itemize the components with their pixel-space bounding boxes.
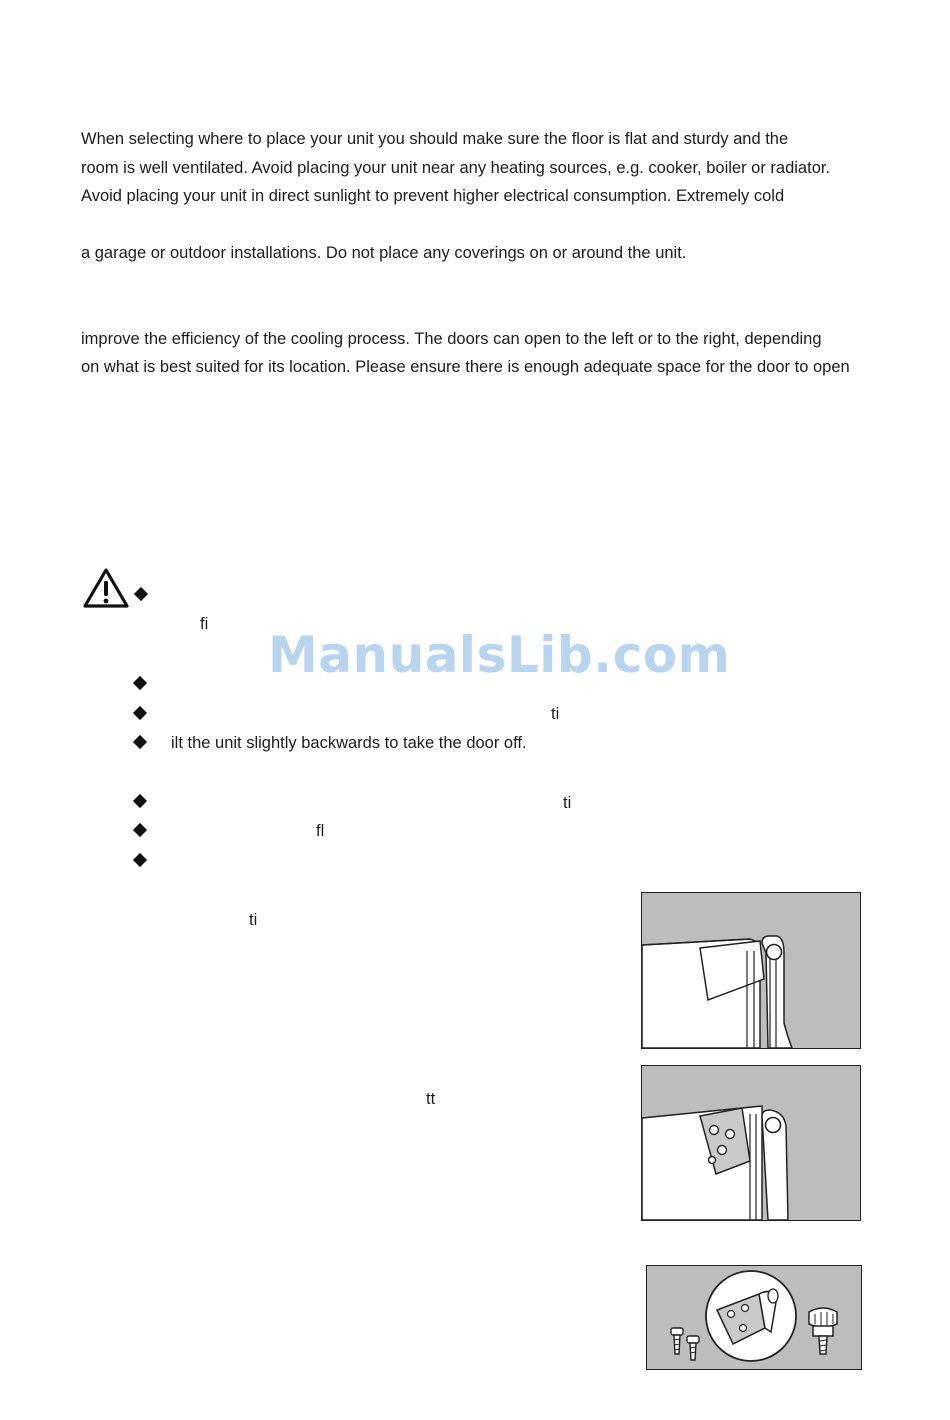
step-fragment-fl: fl <box>316 822 325 840</box>
hinge-plate-figure <box>641 1065 861 1221</box>
hinge-icon <box>642 893 860 1048</box>
watermark: ManualsLib.com <box>268 626 731 684</box>
paragraph2-line-2: on what is best suited for its location. Please ensure there is enough adequate space for the door to open <box>81 358 850 376</box>
warning-fragment: fi <box>200 615 209 633</box>
warning-triangle-icon <box>82 567 130 609</box>
screws-and-hinge-icon <box>647 1266 861 1369</box>
step-fragment-tt: tt <box>426 1090 436 1108</box>
paragraph1-line-2: room is well ventilated. Avoid placing your unit near any heating sources, e.g. cooker, boiler or radiator. <box>81 159 831 177</box>
hinge-top-figure <box>641 892 861 1049</box>
step-fragment-ti: ti <box>249 911 258 929</box>
bullet-icon <box>133 735 147 749</box>
bullet-icon <box>133 794 147 808</box>
paragraph1-line-4: a garage or outdoor installations. Do not place any coverings on or around the unit. <box>81 244 687 262</box>
step-fragment-ti: ti <box>563 794 572 812</box>
tilt-step-text: ilt the unit slightly backwards to take the door off. <box>171 734 527 752</box>
parts-figure <box>646 1265 862 1370</box>
paragraph1-line-3: Avoid placing your unit in direct sunlight to prevent higher electrical consumption. Extremely cold <box>81 187 785 205</box>
bullet-icon <box>133 676 147 690</box>
bullet-icon <box>133 823 147 837</box>
paragraph2-line-1: improve the efficiency of the cooling process. The doors can open to the left or to the right, depending <box>81 330 822 348</box>
bullet-icon <box>133 853 147 867</box>
hinge-plate-icon <box>642 1066 860 1220</box>
paragraph1-line-1: When selecting where to place your unit you should make sure the floor is flat and sturdy and the <box>81 130 789 148</box>
step-fragment-ti: ti <box>551 705 560 723</box>
warning-bullet-icon <box>134 587 148 601</box>
bullet-icon <box>133 706 147 720</box>
